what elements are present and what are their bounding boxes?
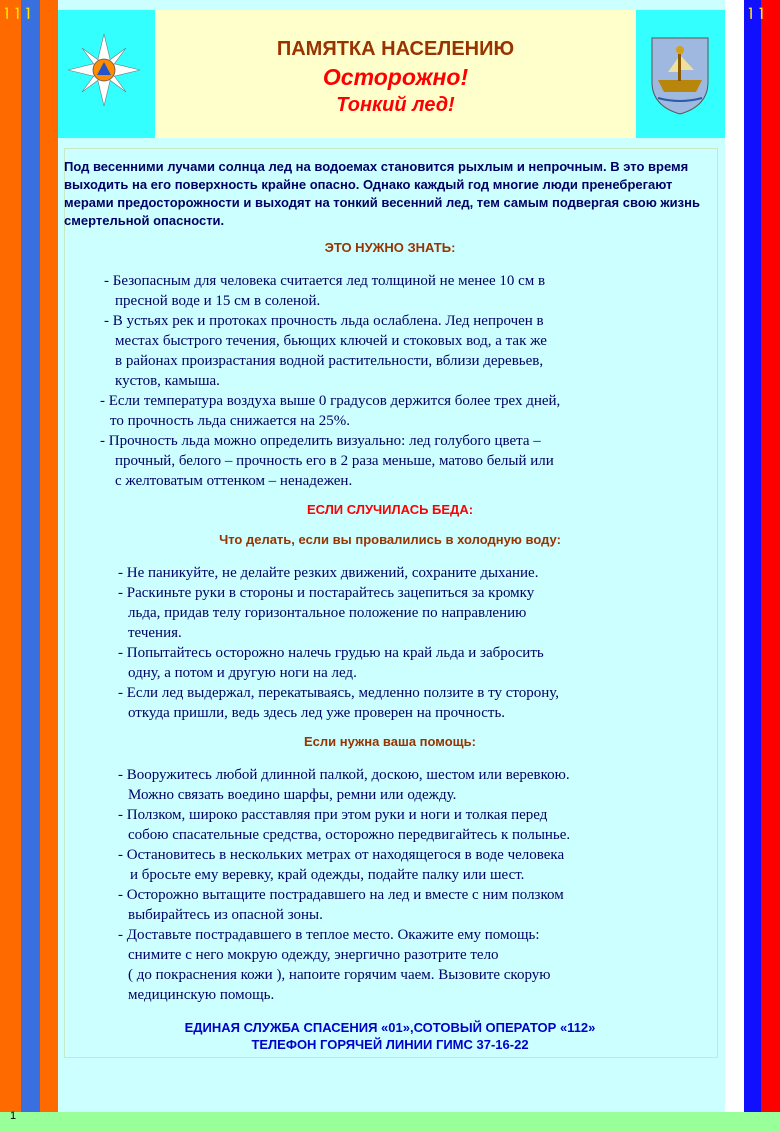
emergency-contacts: [64, 1019, 716, 1053]
list-line: с желтоватым оттенком – ненадежен.: [115, 473, 353, 489]
list-line: - Попытайтесь осторожно налечь грудью на край льда и забросить: [118, 645, 544, 661]
list-line: - В устьях рек и протоках прочность льда ослаблена. Лед непрочен в: [104, 313, 544, 329]
corner-marks-right: ⌉⌉: [748, 6, 770, 20]
list-line: - Прочность льда можно определить визуально: лед голубого цвета –: [100, 433, 541, 449]
list-line: снимите с него мокрую одежду, энергично разотрите тело: [128, 947, 499, 963]
flag-red-stripe: [761, 0, 780, 1112]
list-line: - Осторожно вытащите пострадавшего на лед и вместе с ним ползком: [118, 887, 564, 903]
trouble-list: [118, 563, 688, 723]
know-heading: ЭТО НУЖНО ЗНАТЬ:: [324, 240, 456, 255]
trouble-heading: ЕСЛИ СЛУЧИЛАСЬ БЕДА:: [306, 502, 474, 517]
list-line: - Вооружитесь любой длинной палкой, доскою, шестом или веревкою.: [118, 767, 570, 783]
warning-title: Осторожно!: [322, 64, 469, 90]
list-line: прочный, белого – прочность его в 2 раза меньше, матово белый или: [115, 453, 554, 469]
hotline-line: ТЕЛЕФОН ГОРЯЧЕЙ ЛИНИИ ГИМС 37-16-22: [251, 1037, 529, 1052]
page-title: ПАМЯТКА НАСЕЛЕНИЮ: [276, 38, 515, 60]
flag-white-stripe: [725, 0, 744, 1112]
thin-ice-title: Тонкий лед!: [336, 94, 455, 116]
help-list: [118, 765, 698, 1005]
list-line: в районах произрастания водной растительности, вблизи деревьев,: [115, 353, 544, 369]
list-line: - Ползком, широко расставляя при этом руки и ноги и толкая перед: [118, 807, 548, 823]
list-line: - Если температура воздуха выше 0 градусов держится более трех дней,: [100, 393, 561, 409]
list-line: течения.: [128, 625, 182, 641]
list-line: - Раскиньте руки в стороны и постарайтесь зацепиться за кромку: [118, 585, 535, 601]
right-icon-box: [636, 10, 725, 138]
list-line: то прочность льда снижается на 25%.: [110, 413, 350, 429]
list-line: - Не паникуйте, не делайте резких движений, сохраните дыхание.: [118, 565, 539, 581]
know-list: [100, 271, 704, 491]
list-line: ( до покраснения кожи ), напоите горячим чаем. Вызовите скорую: [128, 967, 551, 983]
help-heading: Если нужна ваша помощь:: [304, 734, 476, 749]
intro-paragraph: Под весенними лучами солнца лед на водоемах становится рыхлым и непрочным. В это время выходить на его поверхность крайне опасно. Однако каждый год многие люди пренебрегают мерами предосторожности и выходят на тонкий весенний лед, тем самым подвергая свою жизнь смертельной опасности.: [64, 159, 700, 228]
corner-marks-left: ⌉⌉⌉: [4, 6, 37, 20]
list-line: собою спасательные средства, осторожно передвигайтесь к полынье.: [128, 827, 571, 843]
list-line: кустов, камыша.: [115, 373, 220, 389]
list-line: пресной воде и 15 см в соленой.: [115, 293, 321, 309]
list-line: - Остановитесь в нескольких метрах от находящегося в воде человека: [118, 847, 565, 863]
orange-stripe-left-2: [40, 0, 58, 1112]
left-icon-box: [58, 10, 155, 138]
coat-of-arms-icon: [636, 10, 725, 138]
emergency-service-line: ЕДИНАЯ СЛУЖБА СПАСЕНИЯ «01»,СОТОВЫЙ ОПЕРАТОР «112»: [184, 1020, 596, 1035]
list-line: - Если лед выдержал, перекатываясь, медленно ползите в ту сторону,: [118, 685, 559, 701]
list-line: выбирайтесь из опасной зоны.: [128, 907, 323, 923]
bottom-bar: [0, 1112, 780, 1132]
list-line: и бросьте ему веревку, край одежды, подайте палку или шест.: [130, 867, 525, 883]
list-line: откуда пришли, ведь здесь лед уже проверен на прочность.: [128, 705, 506, 721]
list-line: - Безопасным для человека считается лед толщиной не менее 10 см в: [104, 273, 546, 289]
trouble-subheading: Что делать, если вы провалились в холодную воду:: [219, 532, 561, 547]
emergency-star-icon: [58, 10, 155, 138]
list-line: медицинскую помощь.: [128, 987, 275, 1003]
list-line: - Доставьте пострадавшего в теплое место. Окажите ему помощь:: [118, 927, 540, 943]
list-line: местах быстрого течения, бьющих ключей и стоковых вод, а так же: [115, 333, 547, 349]
blue-stripe-left: [21, 0, 40, 1112]
page-number: 1: [10, 1110, 17, 1122]
list-line: Можно связать воедино шарфы, ремни или одежду.: [128, 787, 457, 803]
list-line: льда, придав телу горизонтальное положение по направлению: [128, 605, 527, 621]
orange-stripe-left: [0, 0, 21, 1112]
flag-blue-stripe: [744, 0, 761, 1112]
list-line: одну, а потом и другую ноги на лед.: [128, 665, 357, 681]
